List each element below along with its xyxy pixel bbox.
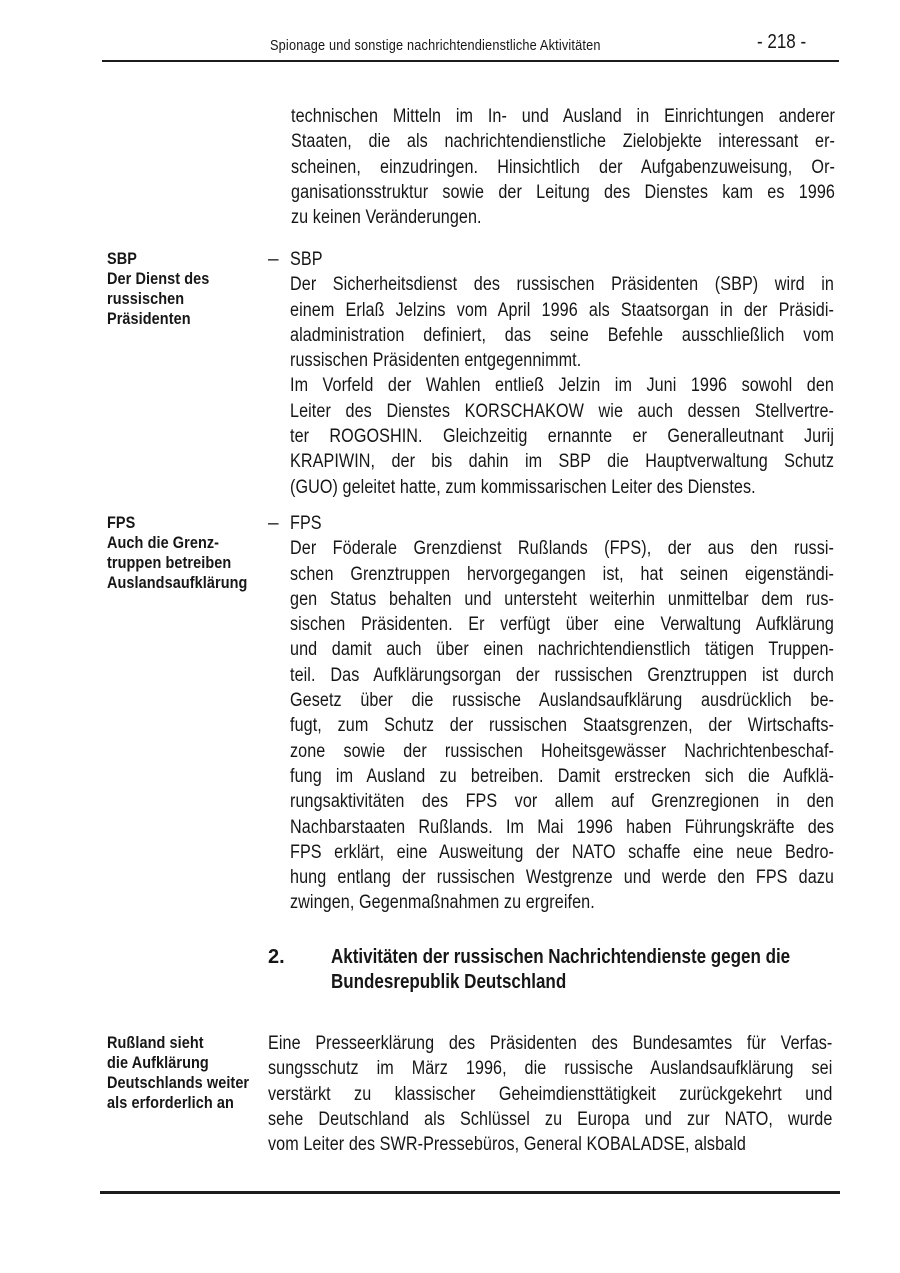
list-item-sbp-label: SBP [290,249,323,270]
text-line: zone sowie der russischen Hoheitsgewässer Nachrichtenbeschaf- [290,740,834,762]
header-title: Spionage und sonstige nachrichtendienstliche Aktivitäten [270,37,601,54]
page-number: - 218 - [757,31,807,53]
margin-note-fps [107,513,294,593]
text-line: Der Dienst des [107,269,210,288]
text-line: scheinen, einzudringen. Hinsichtlich der Aufgabenzuweisung, Or- [291,156,835,178]
paragraph-closing [268,1031,832,1157]
text-line: (GUO) geleitet hatte, zum kommissarischen Leiter des Dienstes. [290,476,756,498]
dash-marker: – [268,513,279,534]
text-line: einem Erlaß Jelzins vom April 1996 als Staatsorgan in der Präsidi- [290,299,834,321]
text-line: Bundesrepublik Deutschland [331,971,567,994]
paragraph-fps [290,536,834,915]
list-item-fps-label: FPS [290,513,322,534]
text-line: ganisationsstruktur sowie der Leitung des Dienstes kam es 1996 [291,181,835,203]
text-line: SBP [107,249,137,268]
footer-rule [100,1191,840,1194]
text-line: russischen [107,289,185,308]
text-line: Eine Presseerklärung des Präsidenten des Bundesamtes für Verfas- [268,1033,833,1054]
text-line: Im Vorfeld der Wahlen entließ Jelzin im Juni 1996 sowohl den [290,375,834,397]
list-item-sbp-body [290,247,834,500]
text-line: zu keinen Veränderungen. [291,207,482,229]
text-line: FPS [107,513,136,532]
paragraph-sbp-2 [290,373,834,499]
text-line: ter ROGOSHIN. Gleichzeitig ernannte er Generalleutnant Jurij [290,426,834,448]
list-item-fps-body [290,511,834,916]
text-line: fung im Ausland zu betreiben. Damit erstrecken sich die Aufklä- [290,765,834,787]
text-line: Nachbarstaaten Rußlands. Im Mai 1996 haben Führungskräfte des [290,816,834,838]
header-rule [102,60,839,62]
text-line: Der Sicherheitsdienst des russischen Präsidenten (SBP) wird in [290,274,834,296]
text-line: KRAPIWIN, der bis dahin im SBP die Hauptverwaltung Schutz [290,451,834,473]
paragraph-intro [291,104,835,230]
list-item-sbp [268,247,900,500]
section-heading-text [331,945,858,996]
margin-note-sbp [107,249,294,329]
list-item-fps [268,511,900,916]
text-line: russischen Präsidenten entgegennimmt. [290,350,582,372]
text-line: gen Status behalten und untersteht weiterhin unmittelbar dem rus- [290,588,834,610]
text-line: schen Grenztruppen hervorgegangen ist, hat seinen eigenständi- [290,563,834,585]
text-line: sungsschutz im März 1996, die russische Auslandsaufklärung sei [268,1058,833,1080]
text-line: sischen Präsidenten. Er verfügt über eine Verwaltung Aufklärung [290,614,834,636]
text-line: aladministration definiert, das seine Befehle ausschließlich vom [290,324,834,346]
section-heading [268,945,900,996]
text-line: rungsaktivitäten des FPS vor allem auf Grenzregionen in den [290,791,834,813]
text-line: hung entlang der russischen Westgrenze und werde den FPS dazu [290,867,834,889]
text-line: Leiter des Dienstes KORSCHAKOW wie auch dessen Stellvertre- [290,400,834,422]
text-line: technischen Mitteln im In- und Ausland in Einrichtungen anderer [291,106,835,127]
section-number: 2. [268,946,285,968]
text-line: sehe Deutschland als Schlüssel zu Europa und zur NATO, wurde [268,1108,833,1130]
text-line: als erforderlich an [107,1093,234,1112]
text-line: Präsidenten [107,309,191,328]
paragraph-sbp-1 [290,272,834,373]
text-line: Staaten, die als nachrichtendienstliche Zielobjekte interessant er- [291,131,835,153]
text-line: fugt, zum Schutz der russischen Staatsgrenzen, der Wirtschafts- [290,715,834,737]
margin-note-russland [107,1033,294,1113]
text-line: teil. Das Aufklärungsorgan der russischen Grenztruppen ist durch [290,664,834,686]
text-line: Rußland sieht [107,1033,204,1052]
text-line: verstärkt zu klassischer Geheimdiensttätigkeit zurückgekehrt und [268,1083,833,1105]
text-line: die Aufklärung [107,1053,209,1072]
dash-marker: – [268,249,279,270]
text-line: Auch die Grenz- [107,533,220,552]
text-line: Gesetz über die russische Auslandsaufklärung ausdrücklich be- [290,690,834,712]
text-line: Der Föderale Grenzdienst Rußlands (FPS), der aus den russi- [290,538,834,560]
text-line: Aktivitäten der russischen Nachrichtendienste gegen die [331,946,791,968]
text-line: Deutschlands weiter [107,1073,250,1092]
text-line: vom Leiter des SWR-Pressebüros, General KOBALADSE, alsbald [268,1134,746,1156]
text-line: und damit auch über einen nachrichtendienstlich tätigen Truppen- [290,639,834,661]
text-line: Auslandsaufklärung [107,573,248,592]
text-line: FPS erklärt, eine Ausweitung der NATO schaffe eine neue Bedro- [290,841,834,863]
text-line: zwingen, Gegenmaßnahmen zu ergreifen. [290,892,595,914]
text-line: truppen betreiben [107,553,232,572]
